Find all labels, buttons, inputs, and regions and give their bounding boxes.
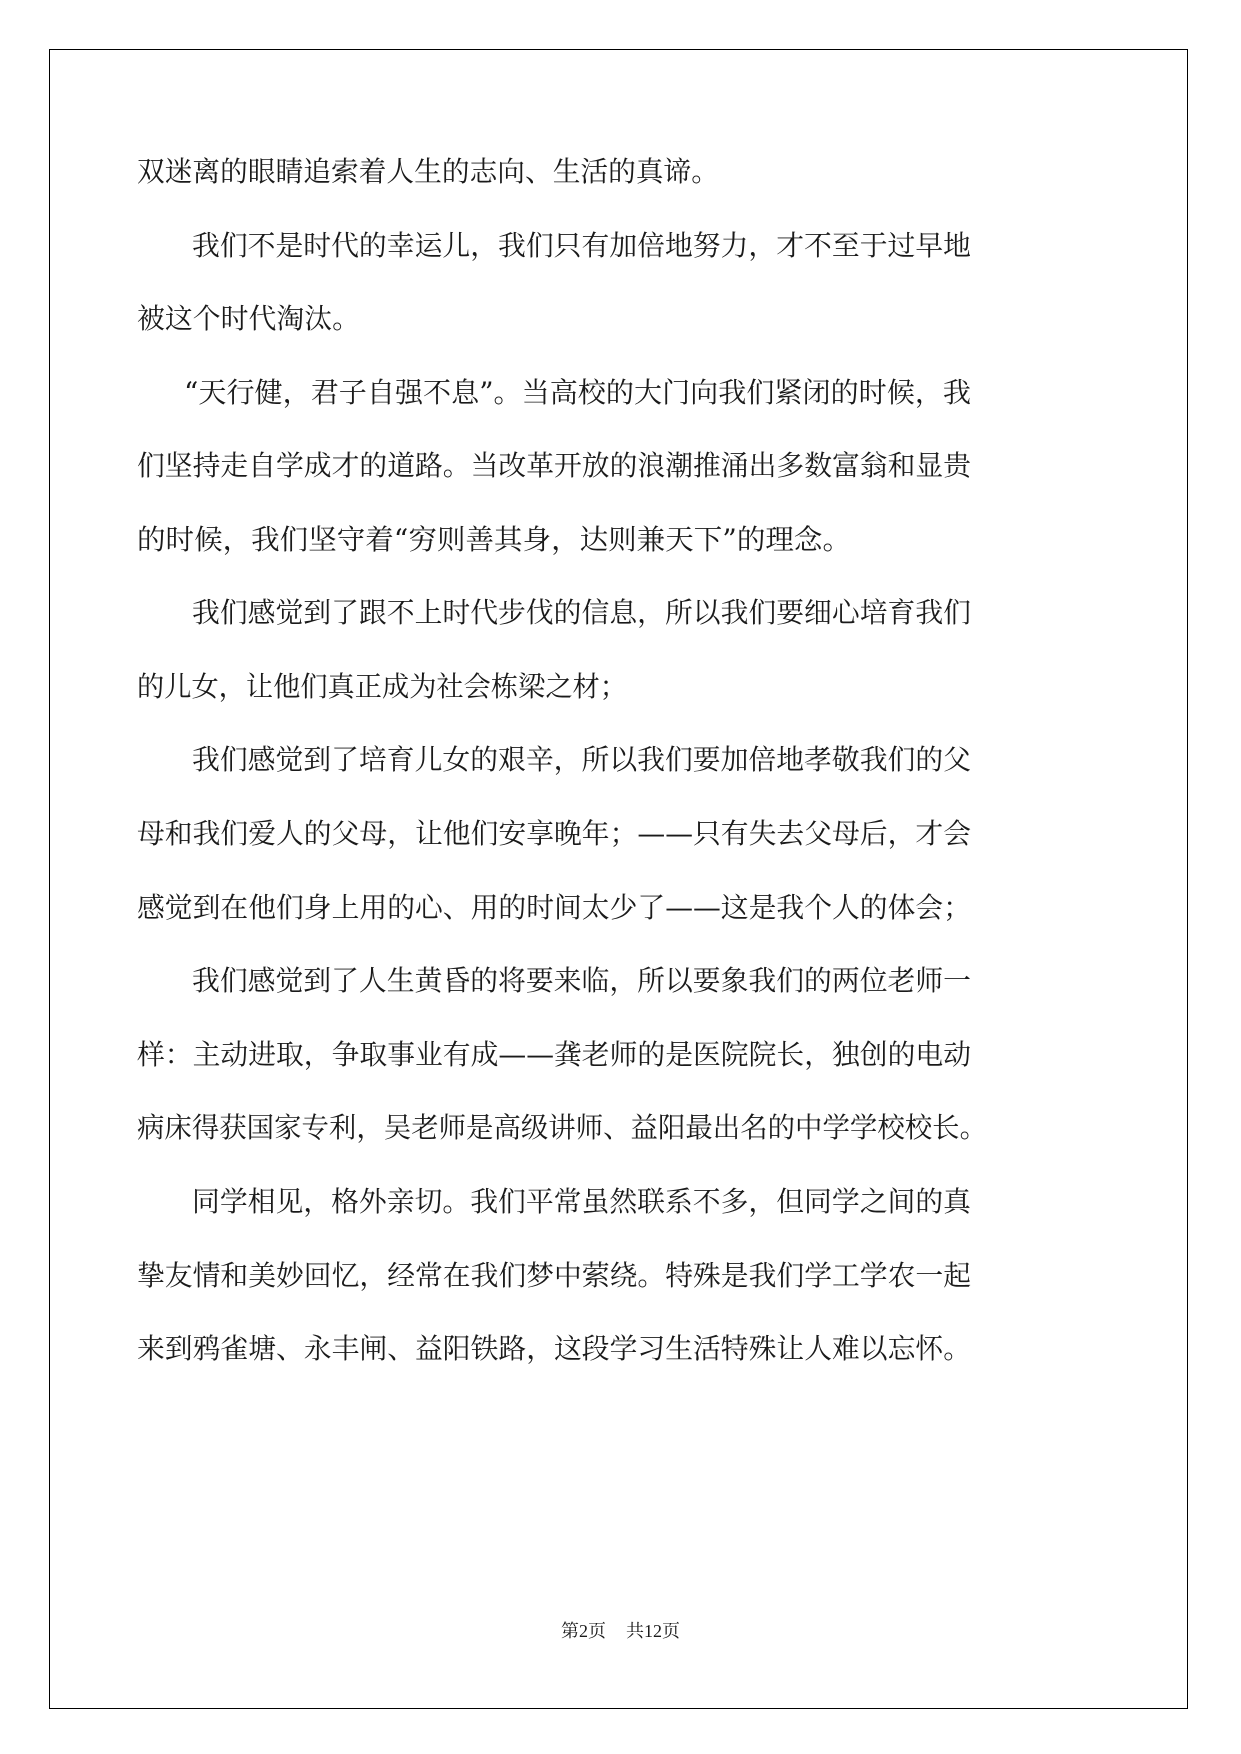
text-line [0,740,1241,780]
text-line-content: 我们感觉到了培育儿女的艰辛，所以我们要加倍地孝敬我们的父 [192,743,971,776]
text-line [0,1182,1241,1222]
text-line-content: 母和我们爱人的父母，让他们安享晚年；——只有失去父母后，才会 [137,817,971,850]
text-line [0,373,1241,413]
page-total: 共12页 [626,1621,680,1641]
text-line [0,1329,1241,1369]
text-line [0,299,1241,339]
text-line [0,1256,1241,1296]
text-line-content: 的儿女，让他们真正成为社会栋梁之材； [137,670,627,703]
page-number: 第2页 [561,1621,606,1641]
text-line [0,1108,1241,1148]
text-line-content: 们坚持走自学成才的道路。当改革开放的浪潮推涌出多数富翁和显贵 [137,449,971,482]
page-footer [0,1619,1241,1643]
text-line-content: 挚友情和美妙回忆，经常在我们梦中萦绕。特殊是我们学工学农一起 [137,1259,971,1292]
text-line-content: 我们感觉到了跟不上时代步伐的信息，所以我们要细心培育我们 [192,596,971,629]
text-line [0,814,1241,854]
text-line [0,888,1241,928]
text-line-content: 我们不是时代的幸运儿，我们只有加倍地努力，才不至于过早地 [192,229,971,262]
text-line-content: 样：主动进取，争取事业有成——龚老师的是医院院长，独创的电动 [137,1038,971,1071]
text-line-content: 被这个时代淘汰。 [137,302,360,335]
text-line [0,961,1241,1001]
text-line [0,520,1241,560]
text-line-content: “天行健，君子自强不息”。当高校的大门向我们紧闭的时候，我 [184,376,971,409]
text-line [0,1035,1241,1075]
text-line-content: 的时候，我们坚守着“穷则善其身，达则兼天下”的理念。 [137,523,851,556]
text-line-content: 我们感觉到了人生黄昏的将要来临，所以要象我们的两位老师一 [192,964,971,997]
text-line-content: 感觉到在他们身上用的心、用的时间太少了——这是我个人的体会； [137,891,971,924]
text-line-content: 来到鸦雀塘、永丰闸、益阳铁路，这段学习生活特殊让人难以忘怀。 [137,1332,971,1365]
text-line [0,446,1241,486]
text-line-content: 双迷离的眼睛追索着人生的志向、生活的真谛。 [137,155,719,188]
page-border [49,49,1188,1709]
text-line-content: 病床得获国家专利，吴老师是高级讲师、益阳最出名的中学学校校长。 [137,1111,987,1144]
text-line [0,152,1241,192]
text-line [0,667,1241,707]
text-line [0,226,1241,266]
text-line-content: 同学相见，格外亲切。我们平常虽然联系不多，但同学之间的真 [192,1185,971,1218]
text-line [0,593,1241,633]
